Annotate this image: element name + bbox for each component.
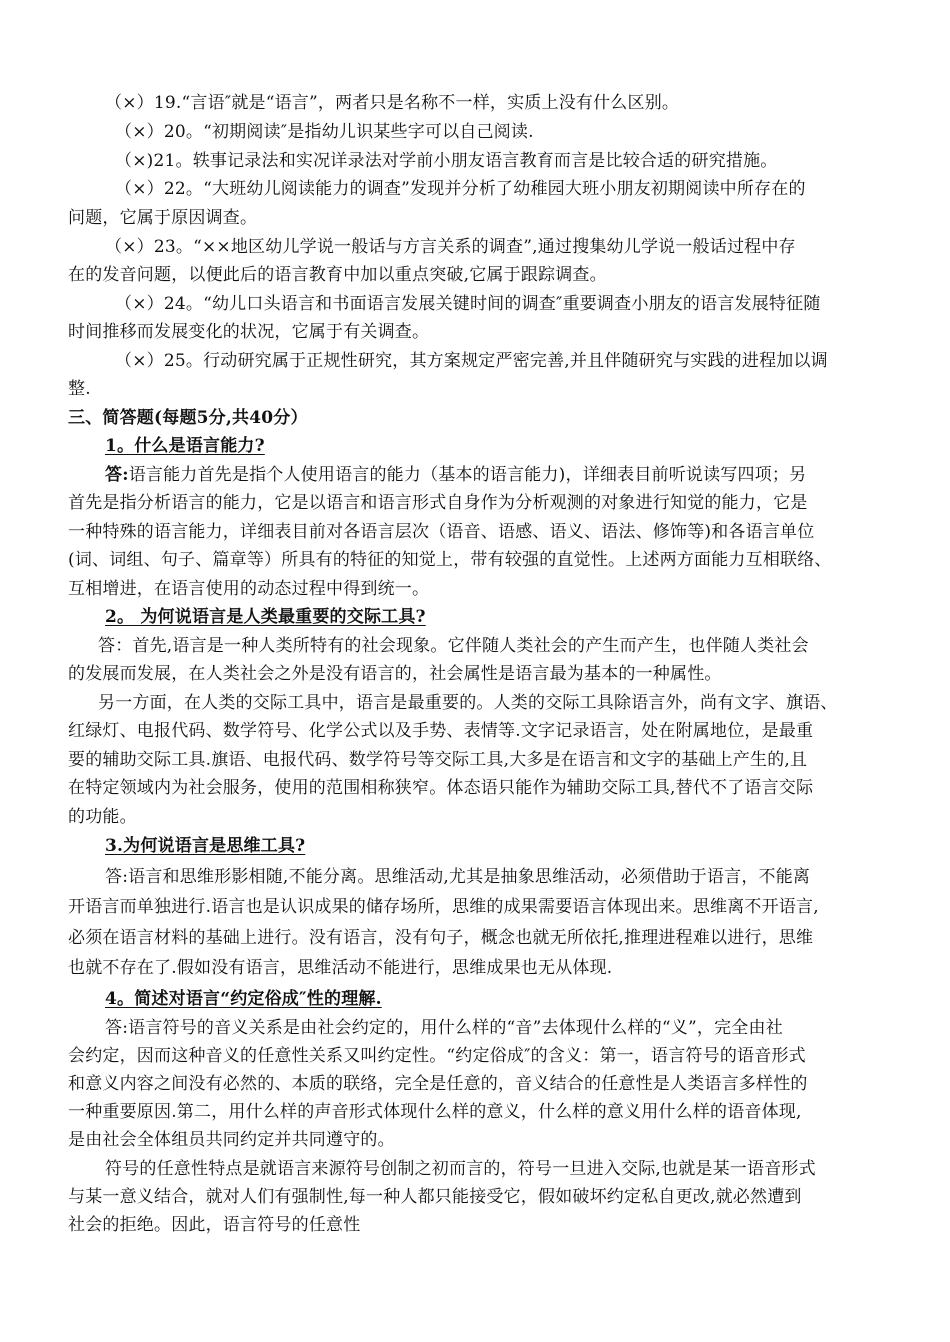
judge-item-20: （×）20。“初期阅读″是指幼儿识某些字可以自己阅读. — [115, 122, 534, 142]
question-2-answer-line: 红绿灯、电报代码、数学符号、化学公式以及手势、表情等.文字记录语言，处在附属地位，是最重 — [68, 721, 814, 741]
judge-item-24: （×）24。“幼儿口头语言和书面语言发展关键时间的调查″重要调查小朋友的语言发展特征随 — [115, 294, 821, 314]
question-2-answer-line: 要的辅助交际工具.旗语、电报代码、数学符号等交际工具,大多是在语言和文字的基础上产生的,且 — [68, 750, 808, 770]
judge-item-21: （×)21。轶事记录法和实况详录法对学前小朋友语言教育而言是比较合适的研究措施。 — [115, 151, 778, 171]
judge-item-22-cont: 问题，它属于原因调查。 — [68, 208, 258, 228]
question-3-answer-line: 也就不存在了.假如没有语言，思维活动不能进行，思维成果也无从体现. — [68, 958, 613, 978]
judge-item-25: （×）25。行动研究属于正规性研究，其方案规定严密完善,并且伴随研究与实践的进程加以调 — [115, 351, 828, 371]
question-1-title: 1。什么是语言能力? — [105, 436, 265, 456]
judge-item-25-cont: 整. — [68, 379, 91, 399]
question-4-answer-line: 会约定，因而这种音义的任意性关系又叫约定性。“约定俗成″的含义：第一，语言符号的语音形式 — [68, 1046, 806, 1066]
judge-item-22: （×）22。“大班幼儿阅读能力的调查”发现并分析了幼稚园大班小朋友初期阅读中所存在的 — [115, 179, 806, 199]
question-2-answer-line: 另一方面，在人类的交际工具中，语言是最重要的。人类的交际工具除语言外，尚有文字、旗语、 — [98, 693, 838, 713]
question-4-answer-line: 社会的拒绝。因此，语言符号的任意性 — [68, 1215, 361, 1235]
question-4-title: 4。简述对语言“约定俗成″性的理解. — [105, 989, 382, 1009]
question-2-answer-line: 的发展而发展，在人类社会之外是没有语言的，社会属性是语言最为基本的一种属性。 — [68, 664, 722, 684]
question-4-answer-line: 符号的任意性特点是就语言来源符号创制之初而言的，符号一旦进入交际,也就是某一语音形式 — [105, 1159, 816, 1179]
question-3-answer-line: 开语言而单独进行.语言也是认识成果的储存场所，思维的成果需要语言体现出来。思维离不开语言, — [68, 897, 819, 917]
question-4-answer-line: 与某一意义结合，就对人们有强制性,每一种人都只能接受它，假如破坏约定私自更改,就必然遭到 — [68, 1187, 802, 1207]
question-1-answer-line: 首先是指分析语言的能力，它是以语言和语言形式自身作为分析观测的对象进行知觉的能力，它是 — [68, 493, 808, 513]
question-2-title: 2。 为何说语言是人类最重要的交际工具? — [105, 607, 426, 627]
judge-item-23-cont: 在的发音问题，以便此后的语言教育中加以重点突破,它属于跟踪调查。 — [68, 265, 607, 285]
question-3-answer-line: 必须在语言材料的基础上进行。没有语言，没有句子，概念也就无所依托,推理进程难以进行，思维 — [68, 928, 814, 948]
question-1-answer-line: 互相增进，在语言使用的动态过程中得到统一。 — [68, 579, 430, 599]
answer-label: 答: — [105, 465, 129, 485]
question-2-answer-line: 在特定领域内为社会服务，使用的范围相称狭窄。体态语只能作为辅助交际工具,替代不了语言交际 — [68, 778, 814, 798]
question-4-answer-line: 和意义内容之间没有必然的、本质的联络，完全是任意的，音义结合的任意性是人类语言多样性的 — [68, 1074, 808, 1094]
question-3-title: 3.为何说语言是思维工具? — [105, 836, 306, 856]
question-1-answer-line: (词、词组、句子、篇章等）所具有的特征的知觉上，带有较强的直觉性。上述两方面能力互相联络、 — [68, 550, 832, 570]
question-2-answer-line: 的功能。 — [68, 807, 137, 827]
judge-item-19: （×）19.“言语″就是“语言”，两者只是名称不一样，实质上没有什么区别。 — [105, 93, 680, 113]
judge-item-23: （×）23。“××地区幼儿学说一般话与方言关系的调查”,通过搜集幼儿学说一般话过程中存 — [105, 237, 796, 257]
question-2-answer-line: 答：首先,语言是一种人类所特有的社会现象。它伴随人类社会的产生而产生，也伴随人类社会 — [98, 636, 809, 656]
section-title: 三、简答题(每题5分,共40分） — [68, 408, 308, 428]
question-4-answer-line: 是由社会全体组员共同约定并共同遵守的。 — [68, 1130, 395, 1150]
question-1-answer-line: 答:语言能力首先是指个人使用语言的能力（基本的语言能力)，详细表目前听说读写四项；另 — [105, 465, 807, 485]
judge-item-24-cont: 时间推移而发展变化的状况，它属于有关调查。 — [68, 322, 430, 342]
question-4-answer-line: 答:语言符号的音义关系是由社会约定的，用什么样的“音”去体现什么样的“义”，完全由社 — [105, 1018, 783, 1038]
question-4-answer-line: 一种重要原因.第二，用什么样的声音形式体现什么样的意义，什么样的意义用什么样的语音体现, — [68, 1102, 802, 1122]
question-1-answer-line: 一种特殊的语言能力，详细表目前对各语言层次（语音、语感、语义、语法、修饰等)和各语言单位 — [68, 522, 815, 542]
question-3-answer-line: 答:语言和思维形影相随,不能分离。思维活动,尤其是抽象思维活动，必须借助于语言，不能离 — [105, 867, 811, 887]
